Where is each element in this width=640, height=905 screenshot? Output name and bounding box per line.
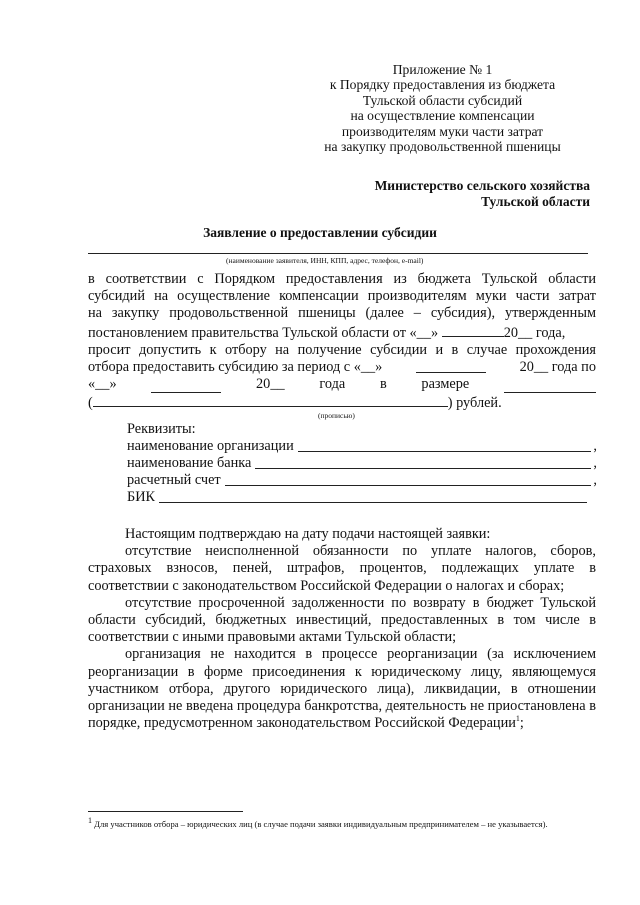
footnote-ref: 1 bbox=[515, 714, 520, 724]
period-end-day-text: «__» bbox=[88, 376, 117, 393]
requisite-bik-label: БИК bbox=[127, 489, 156, 505]
requisite-org-label: наименование организации bbox=[127, 438, 294, 454]
footnote bbox=[88, 818, 598, 830]
confirmation-item-reorganization: организация не находится в процессе реорганизации (за исключением реорганизации в форме присоединения к юридическому лицу, являющемуся участником отбора, другого юридического лица), ликвидации, в отношении организации не введена процедура банкротства, деятельность не приостановлена в порядке, предусмотренном законодательством Российской Федерации$^1$; bbox=[88, 646, 596, 732]
requisites-heading: Реквизиты: bbox=[127, 421, 196, 437]
requisite-bank-row: наименование банка , bbox=[127, 455, 597, 471]
confirmation-item-taxes: отсутствие неисполненной обязанности по уплате налогов, сборов, страховых взносов, пеней, штрафов, процентов, подлежащих уплате в соответствии с законодательством Российской Федерации о налогах и сборах; bbox=[88, 543, 596, 594]
main-line: в соответствии с Порядком предоставления из бюджета Тульской области bbox=[88, 271, 596, 287]
appendix-line: на закупку продовольственной пшеницы bbox=[324, 139, 561, 155]
period-start-blank bbox=[416, 359, 486, 373]
decree-date-text: постановлением правительства Тульской области от «__» bbox=[88, 324, 439, 341]
year-word: года bbox=[319, 376, 346, 393]
main-line: субсидий на осуществление компенсации производителям муки части затрат bbox=[88, 288, 596, 305]
requisite-account-blank bbox=[225, 473, 592, 486]
footnote-separator bbox=[88, 811, 243, 812]
confirmation-intro: Настоящим подтверждаю на дату подачи настоящей заявки: bbox=[125, 526, 491, 542]
main-line bbox=[88, 323, 596, 342]
currency-text: ) рублей. bbox=[447, 395, 502, 412]
period-start-text: отбора предоставить субсидию за период с «__» bbox=[88, 359, 383, 376]
main-paragraph bbox=[88, 271, 596, 413]
amount-word: размере bbox=[421, 376, 470, 393]
requisite-account-label: расчетный счет bbox=[127, 472, 221, 488]
amount-words-blank bbox=[93, 393, 448, 407]
decree-year-text: 20__ года, bbox=[503, 324, 566, 341]
appendix-line: к Порядку предоставления из бюджета bbox=[329, 77, 556, 93]
document-title: Заявление о предоставлении субсидии bbox=[203, 225, 437, 240]
decree-month-blank bbox=[442, 323, 504, 337]
period-end-year-text: 20__ bbox=[256, 376, 285, 393]
requisite-account-row: расчетный счет , bbox=[127, 472, 597, 488]
period-start-year-text: 20__ года по bbox=[519, 359, 596, 376]
appendix-header bbox=[290, 62, 595, 154]
appendix-line: Тульской области субсидий bbox=[362, 92, 523, 108]
preposition-word: в bbox=[379, 376, 387, 393]
applicant-field-line bbox=[88, 253, 588, 254]
addressee-block bbox=[330, 178, 590, 210]
amount-words-hint: (прописью) bbox=[318, 411, 355, 420]
main-line: на закупку продовольственной пшеницы (далее – субсидия), утвержденным bbox=[88, 305, 596, 322]
appendix-line: производителям муки части затрат bbox=[341, 123, 544, 139]
requisite-bank-blank bbox=[255, 456, 591, 469]
amount-digits-blank bbox=[504, 379, 596, 393]
main-line bbox=[88, 359, 596, 376]
confirmation-item-debt: отсутствие просроченной задолженности по возврату в бюджет Тульской области субсидий, бюджетных инвестиций, предоставленных в том числе в соответствии с иными правовыми актами Тульской области; bbox=[88, 594, 596, 646]
open-paren: ( bbox=[88, 395, 93, 412]
main-line bbox=[88, 376, 596, 393]
main-line bbox=[88, 393, 596, 412]
requisite-bik-blank bbox=[159, 490, 587, 503]
applicant-field-hint: (наименование заявителя, ИНН, КПП, адрес, телефон, e-mail) bbox=[226, 256, 424, 265]
appendix-line: на осуществление компенсации bbox=[350, 108, 535, 124]
confirmation-block bbox=[88, 526, 596, 732]
requisite-org-row: наименование организации , bbox=[127, 438, 597, 454]
requisite-bank-label: наименование банка bbox=[127, 455, 252, 471]
addressee-line-1: Министерство сельского хозяйства bbox=[374, 178, 590, 193]
addressee-line-2: Тульской области bbox=[481, 194, 590, 209]
main-line: просит допустить к отбору на получение субсидии и в случае прохождения bbox=[88, 341, 596, 358]
appendix-line: Приложение № 1 bbox=[392, 62, 493, 77]
requisite-org-blank bbox=[298, 439, 592, 452]
period-end-month-blank bbox=[151, 379, 221, 393]
requisite-bik-row bbox=[127, 489, 597, 506]
footnote-mark: 1 bbox=[88, 816, 92, 826]
footnote-text: Для участников отбора – юридических лиц (в случае подачи заявки индивидуальным предпринимателем – не указывается). bbox=[94, 819, 548, 829]
